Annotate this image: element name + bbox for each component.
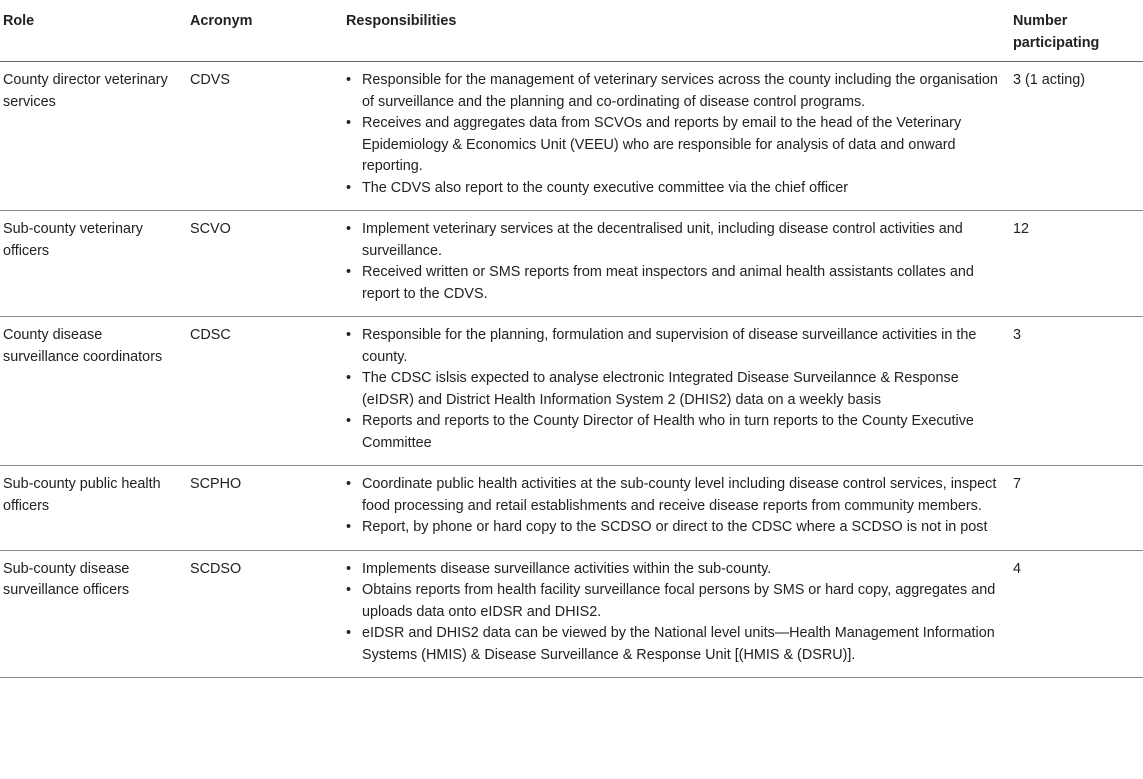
bullet-icon: • (346, 264, 352, 280)
acronym-cell: SCDSO (190, 550, 346, 678)
responsibility-text: Receives and aggregates data from SCVOs and reports by email to the head of the Veterinary Epidemiology & Economics Unit (VEEU) who are responsible for analysis of data and onward reporting. (362, 115, 962, 174)
list-item (346, 517, 1013, 539)
list-item (346, 580, 1013, 623)
responsibility-text: Implement veterinary services at the decentralised unit, including disease control activities and surveillance. (362, 221, 963, 259)
responsibility-text: Responsible for the planning, formulation and supervision of disease surveillance activities in the county. (362, 327, 977, 365)
acronym-cell: CDSC (190, 317, 346, 466)
list-item (346, 623, 1013, 666)
responsibility-text: Implements disease surveillance activities within the sub-county. (362, 560, 772, 577)
bullet-icon: • (346, 625, 352, 641)
header-number: Number participating (1013, 0, 1143, 62)
list-item (346, 325, 1013, 368)
responsibilities-cell (346, 211, 1013, 317)
responsibilities-cell (346, 466, 1013, 551)
number-cell: 7 (1013, 466, 1143, 551)
bullet-icon: • (346, 327, 352, 343)
list-item (346, 262, 1013, 305)
list-item (346, 113, 1013, 178)
bullet-icon: • (346, 476, 352, 492)
responsibilities-list (346, 325, 1013, 454)
header-responsibilities: Responsibilities (346, 0, 1013, 62)
responsibility-text: Obtains reports from health facility surveillance focal persons by SMS or hard copy, aggregates and uploads data onto eIDSR and DHIS2. (362, 582, 996, 620)
list-item (346, 368, 1013, 411)
list-item (346, 70, 1013, 113)
list-item (346, 559, 1013, 581)
table-row (0, 62, 1143, 211)
responsibilities-list (346, 219, 1013, 305)
responsibilities-cell (346, 317, 1013, 466)
role-cell: Sub-county disease surveillance officers (0, 550, 190, 678)
bullet-icon: • (346, 72, 352, 88)
bullet-icon: • (346, 370, 352, 386)
bullet-icon: • (346, 560, 352, 577)
responsibility-text: Report, by phone or hard copy to the SCDSO or direct to the CDSC where a SCDSO is not in post (362, 519, 988, 535)
responsibilities-list (346, 70, 1013, 199)
responsibility-text: The CDSC islsis expected to analyse electronic Integrated Disease Surveilannce & Response (eIDSR) and District Health Information System 2 (DHIS2) data on a weekly basis (362, 370, 959, 408)
responsibility-text: The CDVS also report to the county executive committee via the chief officer (362, 179, 849, 196)
list-item (346, 219, 1013, 262)
number-cell: 3 (1 acting) (1013, 62, 1143, 211)
header-row (0, 0, 1143, 62)
bullet-icon: • (346, 413, 352, 429)
responsibilities-list (346, 474, 1013, 539)
table-row (0, 550, 1143, 678)
role-cell: Sub-county veterinary officers (0, 211, 190, 317)
list-item (346, 411, 1013, 454)
role-cell: Sub-county public health officers (0, 466, 190, 551)
responsibility-text: Received written or SMS reports from meat inspectors and animal health assistants collates and report to the CDVS. (362, 264, 974, 302)
number-cell: 12 (1013, 211, 1143, 317)
acronym-cell: SCVO (190, 211, 346, 317)
bullet-icon: • (346, 582, 352, 598)
responsibilities-cell (346, 550, 1013, 678)
bullet-icon: • (346, 519, 352, 535)
table-row (0, 317, 1143, 466)
header-role: Role (0, 0, 190, 62)
responsibility-text: Responsible for the management of veterinary services across the county including the organisation of surveillance and the planning and co-ordinating of disease control programs. (362, 72, 998, 110)
responsibility-text: eIDSR and DHIS2 data can be viewed by the National level units—Health Management Information Systems (HMIS) & Disease Surveillance & Response Unit [(HMIS & (DSRU)]. (362, 625, 995, 663)
acronym-cell: SCPHO (190, 466, 346, 551)
role-cell: County director veterinary services (0, 62, 190, 211)
table-row (0, 466, 1143, 551)
responsibilities-cell (346, 62, 1013, 211)
number-cell: 4 (1013, 550, 1143, 678)
bullet-icon: • (346, 179, 352, 196)
list-item (346, 178, 1013, 200)
list-item (346, 474, 1013, 517)
bullet-icon: • (346, 115, 352, 131)
role-cell: County disease surveillance coordinators (0, 317, 190, 466)
responsibilities-list (346, 559, 1013, 667)
number-cell: 3 (1013, 317, 1143, 466)
bullet-icon: • (346, 221, 352, 237)
acronym-cell: CDVS (190, 62, 346, 211)
responsibility-text: Reports and reports to the County Director of Health who in turn reports to the County Executive Committee (362, 413, 974, 451)
responsibility-text: Coordinate public health activities at the sub-county level including disease control services, inspect food processing and retail establishments and receive disease reports from community members. (362, 476, 997, 514)
table-row (0, 211, 1143, 317)
header-acronym: Acronym (190, 0, 346, 62)
